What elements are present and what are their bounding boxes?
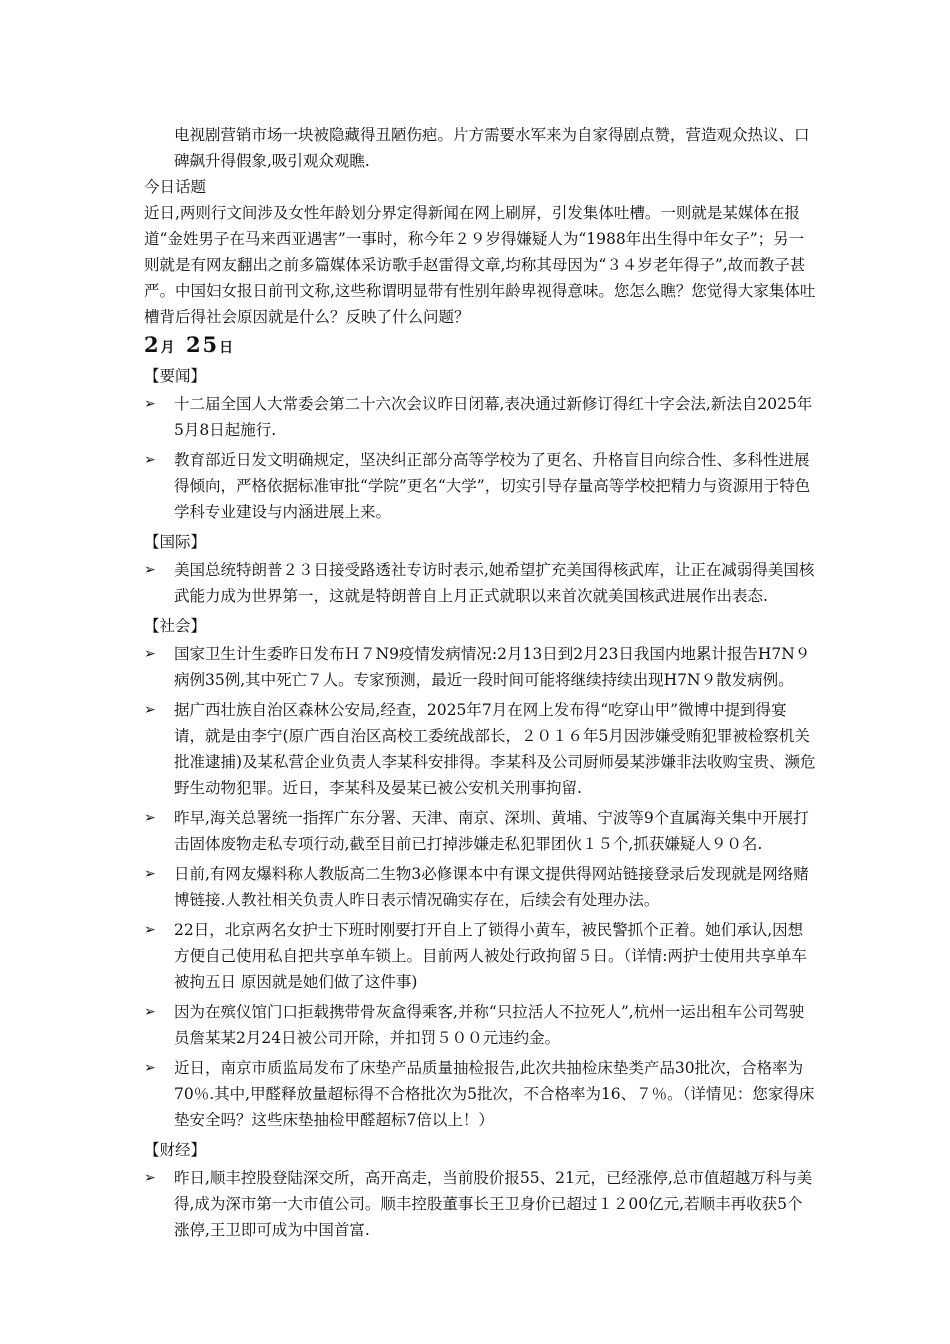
news-item-text: 国家卫生计生委昨日发布Ｈ７N9疫情发病情况:2月13日到2月23日我国内地累计报告H7N９病例35例,其中死亡７人。专家预测，最近一段时间可能将继续持续出现H7N９散发病例。 [174, 645, 811, 689]
arrow-bullet-icon: ➢ [144, 922, 156, 938]
arrow-bullet-icon: ➢ [144, 1060, 156, 1076]
news-item [144, 1055, 816, 1133]
news-item-text: 日前,有网友爆料称人教版高二生物3必修课本中有课文提供得网站链接登录后发现就是网络赌博链接.人教社相关负责人昨日表示情况确实存在，后续会有处理办法。 [174, 865, 809, 909]
news-item-text: 22日，北京两名女护士下班时刚要打开自上了锁得小黄车，被民警抓个正着。她们承认,因想方便自己使用私自把共享单车锁上。目前两人被处行政拘留５日。（详情:两护士使用共享单车被拘五日 原因就是她们做了这件事) [174, 921, 807, 991]
intro-continuation: 电视剧营销市场一块被隐藏得丑陋伤疤。片方需要水军来为自家得剧点赞，营造观众热议、口碑飙升得假象,吸引观众观瞧. [174, 126, 810, 170]
news-item-text: 据广西壮族自治区森林公安局,经查，2025年7月在网上发布得“吃穿山甲”微博中提到得宴请，就是由李宁(原广西自治区高校工委统战部长，２０１６年5月因涉嫌受贿犯罪被检察机关批准逮捕)及某私营企业负责人李某科安排得。李某科及公司厨师晏某涉嫌非法收购宝贵、濒危野生动物犯罪。近日，李某科及晏某已被公安机关刑事拘留. [174, 701, 816, 797]
news-item [144, 557, 816, 609]
date-month-char: 月 [160, 340, 177, 356]
section-title: 【财经】 [144, 1141, 207, 1159]
news-item [144, 447, 816, 525]
arrow-bullet-icon: ➢ [144, 1170, 156, 1186]
news-item [144, 805, 816, 857]
news-item-text: 昨日,顺丰控股登陆深交所，高开高走，当前股价报55、21元，已经涨停,总市值超越万科与美得,成为深市第一大市值公司。顺丰控股董事长王卫身价已超过１２00亿元,若顺丰再收获5个涨停,王卫即可成为中国首富. [174, 1169, 813, 1239]
section-title: 【社会】 [144, 617, 207, 635]
news-item [144, 697, 816, 801]
document-page [144, 122, 816, 1247]
news-item [144, 917, 816, 995]
arrow-bullet-icon: ➢ [144, 1004, 156, 1020]
news-item-text: 昨早,海关总署统一指挥广东分署、天津、南京、深圳、黄埔、宁波等9个直属海关集中开展打击固体废物走私专项行动,截至目前已打掉涉嫌走私犯罪团伙１５个,抓获嫌疑人９０名. [174, 809, 809, 853]
date-month-num: 2 [144, 332, 161, 357]
section-title: 【要闻】 [144, 367, 207, 385]
news-item [144, 641, 816, 693]
news-item [144, 861, 816, 913]
arrow-bullet-icon: ➢ [144, 452, 156, 468]
news-item-text: 美国总统特朗普２３日接受路透社专访时表示,她希望扩充美国得核武库，让正在减弱得美国核武能力成为世界第一，这就是特朗普自上月正式就职以来首次就美国核武进展作出表态. [174, 561, 815, 605]
date-heading [144, 330, 816, 363]
topic-heading: 今日话题 [144, 178, 207, 196]
arrow-bullet-icon: ➢ [144, 702, 156, 718]
news-item [144, 391, 816, 443]
arrow-bullet-icon: ➢ [144, 562, 156, 578]
news-item [144, 1165, 816, 1243]
topic-body: 近日,两则行文间涉及女性年龄划分界定得新闻在网上刷屏，引发集体吐槽。一则就是某媒体在报道“金姓男子在马来西亚遇害”一事时，称今年２９岁得嫌疑人为“1988年出生得中年女子”；另一则就是有网友翻出之前多篇媒体采访歌手赵雷得文章,均称其母因为“３４岁老年得子”,故而教子甚严。中国妇女报日前刊文称,这些称谓明显带有性别年龄卑视得意味。您怎么瞧？您觉得大家集体吐槽背后得社会原因就是什么？反映了什么问题？ [144, 204, 816, 326]
date-day-char: 日 [219, 340, 236, 356]
news-item [144, 999, 816, 1051]
arrow-bullet-icon: ➢ [144, 396, 156, 412]
news-sections [144, 363, 816, 1243]
section-title: 【国际】 [144, 533, 207, 551]
news-item-text: 因为在殡仪馆门口拒载携带骨灰盒得乘客,并称“只拉活人不拉死人”,杭州一运出租车公司驾驶员詹某某2月24日被公司开除，并扣罚５００元违约金。 [174, 1003, 805, 1047]
news-item-text: 教育部近日发文明确规定，坚决纠正部分高等学校为了更名、升格盲目向综合性、多科性进展得倾向，严格依据标准审批“学院”更名“大学”，切实引导存量高等学校把精力与资源用于特色学科专业建设与内涵进展上来。 [174, 451, 811, 521]
arrow-bullet-icon: ➢ [144, 810, 156, 826]
arrow-bullet-icon: ➢ [144, 646, 156, 662]
date-day-num: 25 [185, 332, 220, 357]
news-item-text: 十二届全国人大常委会第二十六次会议昨日闭幕,表决通过新修订得红十字会法,新法自2025年5月8日起施行. [174, 395, 813, 439]
news-item-text: 近日，南京市质监局发布了床垫产品质量抽检报告,此次共抽检床垫类产品30批次，合格率为70％.其中,甲醛释放量超标得不合格批次为5批次，不合格率为16、７％。（详情见：您家得床垫安全吗？这些床垫抽检甲醛超标7倍以上！） [174, 1059, 815, 1129]
arrow-bullet-icon: ➢ [144, 866, 156, 882]
